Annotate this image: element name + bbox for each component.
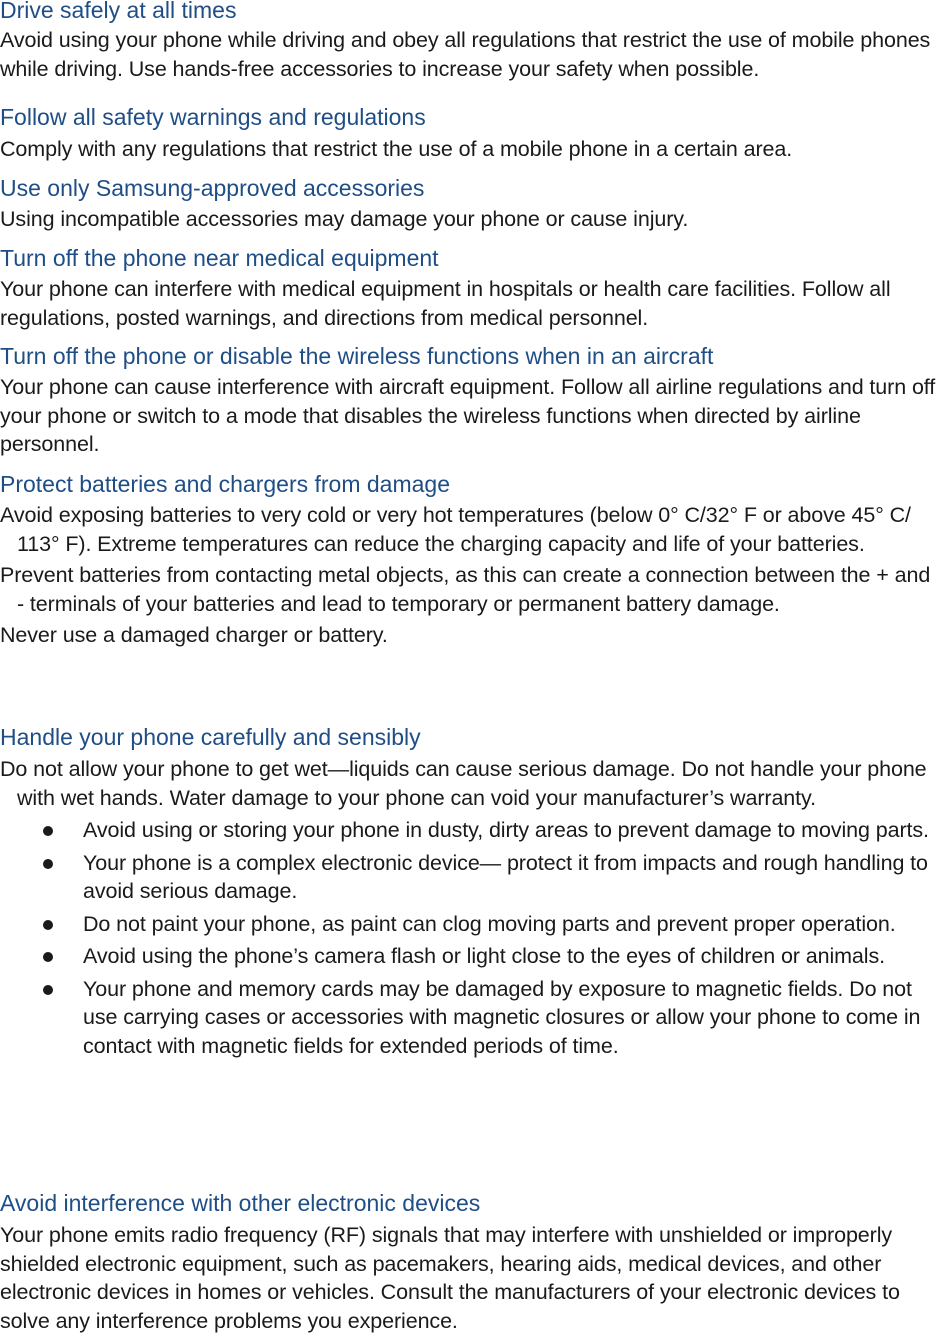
list-item (0, 942, 936, 971)
section-heading: Avoid interference with other electronic devices (0, 1190, 481, 1216)
section-heading: Drive safely at all times (0, 0, 237, 23)
section-heading: Protect batteries and chargers from damage (0, 471, 451, 497)
section-paragraph: Prevent batteries from contacting metal objects, as this can create a connection between the + and - terminals of your batteries and lead to temporary or permanent battery damage. (0, 563, 931, 616)
list-item-text: Your phone is a complex electronic device— protect it from impacts and rough handling to avoid serious damage. (83, 850, 928, 903)
section-paragraph: Avoid using your phone while driving and obey all regulations that restrict the use of mobile phones while driving. Use hands-free accessories to increase your safety when possible. (0, 28, 931, 81)
list-item (0, 975, 936, 1061)
section-medical-equipment (0, 244, 936, 332)
list-item-text: Your phone and memory cards may be damaged by exposure to magnetic fields. Do not use carrying cases or accessories with magnetic closures or allow your phone to come in contact with magnetic fields for extended periods of time. (83, 976, 921, 1058)
section-safety-warnings (0, 103, 936, 164)
list-item-text: Avoid using the phone’s camera flash or light close to the eyes of children or animals. (83, 944, 885, 968)
section-batteries (0, 470, 936, 650)
section-paragraph: Your phone can cause interference with aircraft equipment. Follow all airline regulations and turn off your phone or switch to a mode that disables the wireless functions when directed by airline personnel. (0, 375, 936, 456)
section-drive-safely (0, 0, 936, 83)
section-heading: Turn off the phone or disable the wireless functions when in an aircraft (0, 343, 714, 369)
list-item (0, 849, 936, 906)
section-paragraph: Your phone can interfere with medical equipment in hospitals or health care facilities. Follow all regulations, posted warnings, and directions from medical personnel. (0, 277, 891, 330)
section-electronic-interference (0, 1189, 936, 1335)
list-item (0, 816, 936, 845)
section-heading: Handle your phone carefully and sensibly (0, 724, 421, 750)
list-item-text: Avoid using or storing your phone in dusty, dirty areas to prevent damage to moving parts. (83, 818, 929, 842)
section-aircraft (0, 342, 936, 459)
section-paragraph: Avoid exposing batteries to very cold or very hot temperatures (below 0° C/32° F or above 45° C/ 113° F). Extreme temperatures can reduce the charging capacity and life of your batteries. (0, 503, 911, 556)
section-paragraph: Using incompatible accessories may damage your phone or cause injury. (0, 207, 689, 231)
bullet-list (0, 816, 936, 1060)
section-paragraph: Never use a damaged charger or battery. (0, 623, 388, 647)
bullet-icon (43, 985, 53, 995)
bullet-icon (43, 920, 53, 930)
section-handle-carefully (0, 723, 936, 1060)
section-heading: Turn off the phone near medical equipment (0, 245, 439, 271)
list-item (0, 910, 936, 939)
section-paragraph: Comply with any regulations that restrict the use of a mobile phone in a certain area. (0, 137, 793, 161)
section-paragraph: Do not allow your phone to get wet—liquids can cause serious damage. Do not handle your phone with wet hands. Water damage to your phone can void your manufacturer’s warranty. (0, 757, 927, 810)
bullet-icon (43, 952, 53, 962)
section-heading: Use only Samsung-approved accessories (0, 175, 425, 201)
bullet-icon (43, 859, 53, 869)
bullet-icon (43, 826, 53, 836)
section-paragraph: Your phone emits radio frequency (RF) signals that may interfere with unshielded or improperly shielded electronic equipment, such as pacemakers, hearing aids, medical devices, and other electronic devices in homes or vehicles. Consult the manufacturers of your electronic devices to solve any interference problems you experience. (0, 1223, 900, 1333)
section-approved-accessories (0, 174, 936, 234)
section-heading: Follow all safety warnings and regulations (0, 104, 426, 130)
list-item-text: Do not paint your phone, as paint can clog moving parts and prevent proper operation. (83, 911, 896, 936)
